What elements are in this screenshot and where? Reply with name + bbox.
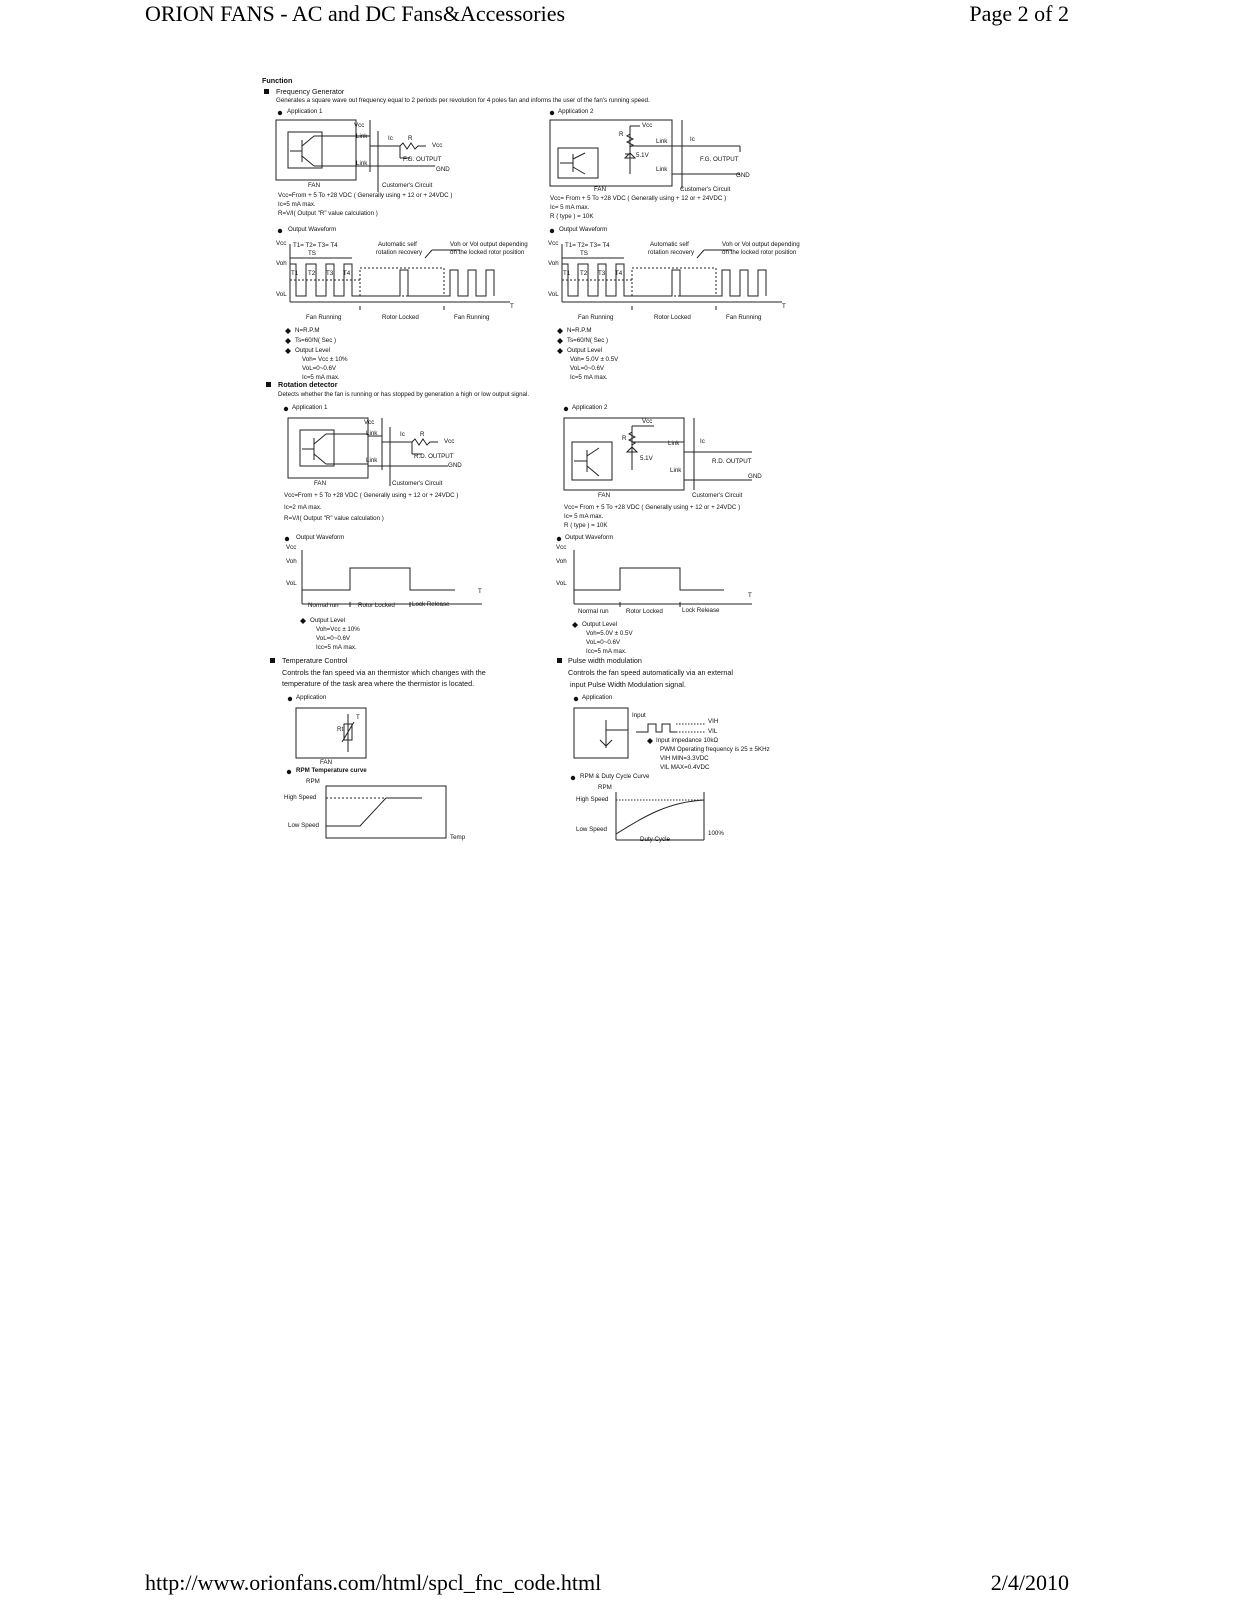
dot-bullet-icon	[550, 111, 554, 115]
fg-wave-rotor-locked-r: Rotor Locked	[654, 314, 691, 321]
freq-desc: Generates a square wave out frequency equal to 2 periods per revolution for 4 poles fan and informs the user of the fan's running speed.	[276, 97, 650, 104]
fg-wave-tlabel-r: T1= T2= T3= T4	[565, 242, 610, 249]
rd-app1-circuit	[288, 418, 448, 486]
dot-bullet-icon	[287, 770, 291, 774]
temp-rpm: RPM	[306, 778, 320, 785]
dot-bullet-icon	[571, 776, 575, 780]
fg-wave-voh-r: Voh	[548, 260, 559, 267]
fg-wave-t2: T2	[308, 270, 316, 277]
fg-wave-t4-r: T4	[615, 270, 623, 277]
fg-wave-vol: VoL	[276, 291, 287, 298]
rd-app2-link2: Link	[670, 467, 682, 474]
rd-desc: Detects whether the fan is running or has stopped by generation a high or low output signal.	[278, 391, 530, 398]
pwm-note: VIL MAX=0.4VDC	[660, 764, 710, 771]
rd-app2-circuit	[564, 418, 752, 490]
rd-wave-vcc: Vcc	[286, 544, 297, 551]
temp-fan: FAN	[320, 759, 333, 766]
pwm-note: Input impedance 10kΩ	[656, 737, 719, 744]
fg-wave-ts-r: TS	[580, 250, 588, 257]
rd-right-sub: VoL=0~0.6V	[586, 639, 621, 646]
rd-wave-label: Output Waveform	[296, 534, 345, 541]
rd-app2-note: Vcc= From + 5 To +28 VDC ( Generally using + 12 or + 24VDC )	[564, 504, 741, 511]
rd-app2-note: R ( type ) = 10K	[564, 522, 608, 529]
temp-low: Low Speed	[288, 822, 319, 829]
rd-left-sub: Icc=5 mA max.	[316, 644, 357, 651]
fg-left-sub: Voh= Vcc ± 10%	[302, 356, 348, 363]
fg-right-level: N=R.P.M	[567, 327, 592, 334]
rd-app2-zener: 5.1V	[640, 455, 653, 462]
rd-wave-release: Lock Release	[412, 601, 450, 608]
temp-xlabel: Temp	[450, 834, 466, 841]
fg-app1-gnd: GND	[436, 166, 450, 173]
fg-wave-fan-running: Fan Running	[306, 314, 342, 321]
rd-app2-ic: Ic	[700, 438, 705, 445]
rd-app2-label: Application 2	[572, 404, 608, 411]
fg-right-sub: Ic=5 mA max.	[570, 374, 608, 381]
fg-wave-ts: TS	[308, 250, 316, 257]
rd-app1-fan: FAN	[314, 480, 327, 487]
fg-app1-output: F.G. OUTPUT	[403, 156, 442, 163]
rd-wave-taxis-r: T	[748, 592, 752, 599]
pwm-note: PWM Operating frequency is 25 ± 5KHz	[660, 746, 770, 753]
rd-right-level: Output Level	[582, 621, 618, 628]
rd-left-sub: VoL=0~0.6V	[316, 635, 351, 642]
fg-app1-ic: Ic	[388, 135, 393, 142]
fg-left-level: N=R.P.M	[295, 327, 320, 334]
rd-wave-voh-r: Voh	[556, 558, 567, 565]
pwm-curve-label: RPM & Duty Cycle Curve	[580, 773, 650, 780]
temp-app-label: Application	[296, 694, 327, 701]
fg-wave-taxis-r: T	[782, 303, 786, 310]
rd-app2-vcc: Vcc	[642, 418, 653, 425]
fg-wave-vohvol2: on the locked rotor position	[450, 249, 525, 256]
fg-app2-note: Ic= 5 mA max.	[550, 204, 590, 211]
rd-app1-vcc: Vcc	[364, 419, 375, 426]
fg-app2-customer: Customer's Circuit	[680, 186, 731, 193]
fg-wave-vohvol: Voh or Vol output depending	[450, 241, 528, 248]
pwm-max: 100%	[708, 830, 724, 837]
header-page-number: Page 2 of 2	[969, 1, 1069, 26]
pwm-high: High Speed	[576, 796, 609, 803]
fg-app1-vcc: Vcc	[354, 122, 365, 129]
fg-wave-fan-running2-r: Fan Running	[726, 314, 762, 321]
diamond-bullet-icon	[572, 622, 578, 628]
pwm-desc: Controls the fan speed automatically via an external	[568, 668, 734, 677]
fg-right-sub: VoL=0~0.6V	[570, 365, 605, 372]
rd-wave-label-r: Output Waveform	[565, 534, 614, 541]
rd-app1-r: R	[420, 431, 425, 438]
rd-app2-fan: FAN	[598, 492, 611, 499]
fg-wave-t4: T4	[343, 270, 351, 277]
rd-left-level: Output Level	[310, 617, 346, 624]
fg-left-level: Output Level	[295, 347, 331, 354]
fg-app1-vcc2: Vcc	[432, 142, 443, 149]
fg-app1-label: Application 1	[287, 108, 323, 115]
diamond-bullet-icon	[285, 328, 291, 354]
rd-right-sub: Voh=5.0V ± 0.5V	[586, 630, 633, 637]
fg-right-level: Output Level	[567, 347, 603, 354]
fg-right-level: Ts=60/N( Sec )	[567, 337, 609, 344]
rd-app2-note: Ic= 5 mA max.	[564, 513, 604, 520]
temp-t: T	[356, 714, 360, 721]
pwm-vil: VIL	[708, 728, 718, 735]
rd-app1-note: R=V/I( Output "R" value calculation )	[284, 515, 384, 522]
fg-app1-note: Ic=5 mA max.	[278, 201, 316, 208]
dot-bullet-icon	[288, 697, 292, 701]
fg-app2-label: Application 2	[558, 108, 594, 115]
fg-wave-t2-r: T2	[580, 270, 588, 277]
rd-app2-output: R.D. OUTPUT	[712, 458, 752, 465]
rd-app1-link: Link	[366, 430, 378, 437]
fg-wave-t3: T3	[326, 270, 334, 277]
dot-bullet-icon	[285, 537, 289, 541]
footer-url[interactable]: http://www.orionfans.com/html/spcl_fnc_code.html	[145, 1570, 602, 1595]
freq-title: Frequency Generator	[276, 87, 345, 96]
rd-wave-vol-r: VoL	[556, 580, 567, 587]
square-bullet-icon	[270, 658, 275, 663]
rd-app1-vcc2: Vcc	[444, 438, 455, 445]
temp-desc: Controls the fan speed via an thermistor which changes with the	[282, 668, 486, 677]
diamond-bullet-icon	[647, 738, 653, 744]
function-document	[260, 74, 820, 864]
pwm-vih: VIH	[708, 718, 719, 725]
rd-title: Rotation detector	[278, 380, 338, 389]
fg-wave-vohvol-r: Voh or Vol output depending	[722, 241, 800, 248]
pwm-input: Input	[632, 712, 646, 719]
fg-wave-fan-running2: Fan Running	[454, 314, 490, 321]
rd-wave-normal-r: Normal run	[578, 608, 609, 615]
dot-bullet-icon	[550, 229, 554, 233]
dot-bullet-icon	[574, 697, 578, 701]
fg-left-sub: VoL=0~0.6V	[302, 365, 337, 372]
fg-wave-auto2: rotation recovery	[376, 249, 423, 256]
pwm-note: VIH MIN=3.3VDC	[660, 755, 709, 762]
fg-wave-auto: Automatic self	[378, 241, 417, 248]
fg-wave-vohvol2-r: on the locked rotor position	[722, 249, 797, 256]
rd-wave-normal: Normal run	[308, 602, 339, 609]
fg-app1-link: Link	[356, 133, 368, 140]
fg-wave-tlabel: T1= T2= T3= T4	[293, 242, 338, 249]
fg-app2-note: Vcc= From + 5 To +28 VDC ( Generally using + 12 or + 24VDC )	[550, 195, 727, 202]
rd-wave-voh: Voh	[286, 558, 297, 565]
fg-wave-taxis: T	[510, 303, 514, 310]
rd-app1-gnd: GND	[448, 462, 462, 469]
dot-bullet-icon	[278, 111, 282, 115]
temp-title: Temperature Control	[282, 656, 348, 665]
fg-app2-vcc: Vcc	[642, 122, 653, 129]
header-title: ORION FANS - AC and DC Fans&Accessories	[145, 1, 566, 26]
rd-app2-gnd: GND	[748, 473, 762, 480]
temp-curve-label: RPM Temperature curve	[296, 767, 367, 774]
fg-wave-t1: T1	[291, 270, 299, 277]
temp-desc: temperature of the task area where the thermistor is located.	[282, 679, 475, 688]
fg-app1-customer: Customer's Circuit	[382, 182, 433, 189]
pwm-rpm: RPM	[598, 784, 612, 791]
fg-wave-vol-r: VoL	[548, 291, 559, 298]
rpm-duty-curve	[616, 792, 704, 840]
fg-app1-link2: Link	[356, 160, 368, 167]
pwm-title: Pulse width modulation	[568, 656, 642, 665]
rd-wave-taxis: T	[478, 588, 482, 595]
fg-wave-label: Output Waveform	[288, 226, 337, 233]
rd-wave-release-r: Lock Release	[682, 607, 720, 614]
fg-wave-auto-r: Automatic self	[650, 241, 689, 248]
rpm-temp-curve	[326, 786, 446, 838]
rd-right-sub: Icc=5 mA max.	[586, 648, 627, 655]
pwm-xlabel: Duty Cycle	[640, 836, 670, 843]
fg-wave-voh: Voh	[276, 260, 287, 267]
rd-app1-output: R.D. OUTPUT	[414, 453, 454, 460]
fg-app2-zener: 5.1V	[636, 152, 649, 159]
fg-app2-gnd: GND	[736, 172, 750, 179]
fg-app1-r: R	[408, 135, 413, 142]
fg-wave-vcc-r: Vcc	[548, 240, 559, 247]
square-bullet-icon	[557, 658, 562, 663]
rd-app1-ic: Ic	[400, 431, 405, 438]
fg-app1-note: R=V/I( Output "R" value calculation )	[278, 210, 378, 217]
pwm-app-label: Application	[582, 694, 613, 701]
temp-high: High Speed	[284, 794, 317, 801]
pwm-low: Low Speed	[576, 826, 607, 833]
rd-waveform-left	[302, 550, 482, 607]
fg-right-sub: Voh= 5.0V ± 0.5V	[570, 356, 619, 363]
rd-waveform-right	[574, 550, 752, 607]
rd-app2-customer: Customer's Circuit	[692, 492, 743, 499]
rd-app1-note: Vcc=From + 5 To +28 VDC ( Generally using + 12 or + 24VDC )	[284, 492, 459, 499]
rd-app1-link2: Link	[366, 457, 378, 464]
dot-bullet-icon	[278, 229, 282, 233]
fg-app2-ic: Ic	[690, 136, 695, 143]
fg-app1-fan: FAN	[308, 182, 321, 189]
diamond-bullet-icon	[557, 328, 563, 354]
fg-app2-note: R ( type ) = 10K	[550, 213, 594, 220]
fg-left-level: Ts=60/N( Sec )	[295, 337, 337, 344]
rd-left-sub: Voh=Vcc ± 10%	[316, 626, 360, 633]
fg-wave-t3-r: T3	[598, 270, 606, 277]
dot-bullet-icon	[284, 407, 288, 411]
rd-wave-vol: VoL	[286, 580, 297, 587]
diamond-bullet-icon	[300, 618, 306, 624]
rd-app2-link: Link	[668, 440, 680, 447]
fg-wave-t1-r: T1	[563, 270, 571, 277]
fg-app2-link: Link	[656, 138, 668, 145]
square-bullet-icon	[264, 89, 269, 94]
fg-wave-vcc: Vcc	[276, 240, 287, 247]
dot-bullet-icon	[564, 407, 568, 411]
rd-wave-vcc-r: Vcc	[556, 544, 567, 551]
rd-app1-customer: Customer's Circuit	[392, 480, 443, 487]
pwm-desc: input Pulse Width Modulation signal.	[570, 680, 686, 689]
rd-app1-label: Application 1	[292, 404, 328, 411]
fg-wave-label-r: Output Waveform	[559, 226, 608, 233]
rd-wave-locked: Rotor Locked	[358, 602, 395, 609]
fg-app2-output: F.G. OUTPUT	[700, 156, 739, 163]
square-bullet-icon	[266, 382, 271, 387]
fg-app1-note: Vcc=From + 5 To +28 VDC ( Generally using + 12 or + 24VDC )	[278, 192, 453, 199]
fg-wave-auto2-r: rotation recovery	[648, 249, 695, 256]
footer-date: 2/4/2010	[990, 1570, 1069, 1595]
fg-wave-rotor-locked: Rotor Locked	[382, 314, 419, 321]
fg-left-sub: Ic=5 mA max.	[302, 374, 340, 381]
fg-app2-r: R	[619, 131, 624, 138]
rd-app1-note: Ic=2 mA max.	[284, 504, 322, 511]
fg-wave-fan-running-r: Fan Running	[578, 314, 614, 321]
dot-bullet-icon	[557, 537, 561, 541]
fg-app2-link2: Link	[656, 166, 668, 173]
rd-wave-locked-r: Rotor Locked	[626, 608, 663, 615]
temp-rt: Rt	[337, 726, 344, 733]
rd-app2-r: R	[622, 435, 627, 442]
fg-app2-fan: FAN	[594, 186, 607, 193]
function-heading: Function	[262, 76, 293, 85]
